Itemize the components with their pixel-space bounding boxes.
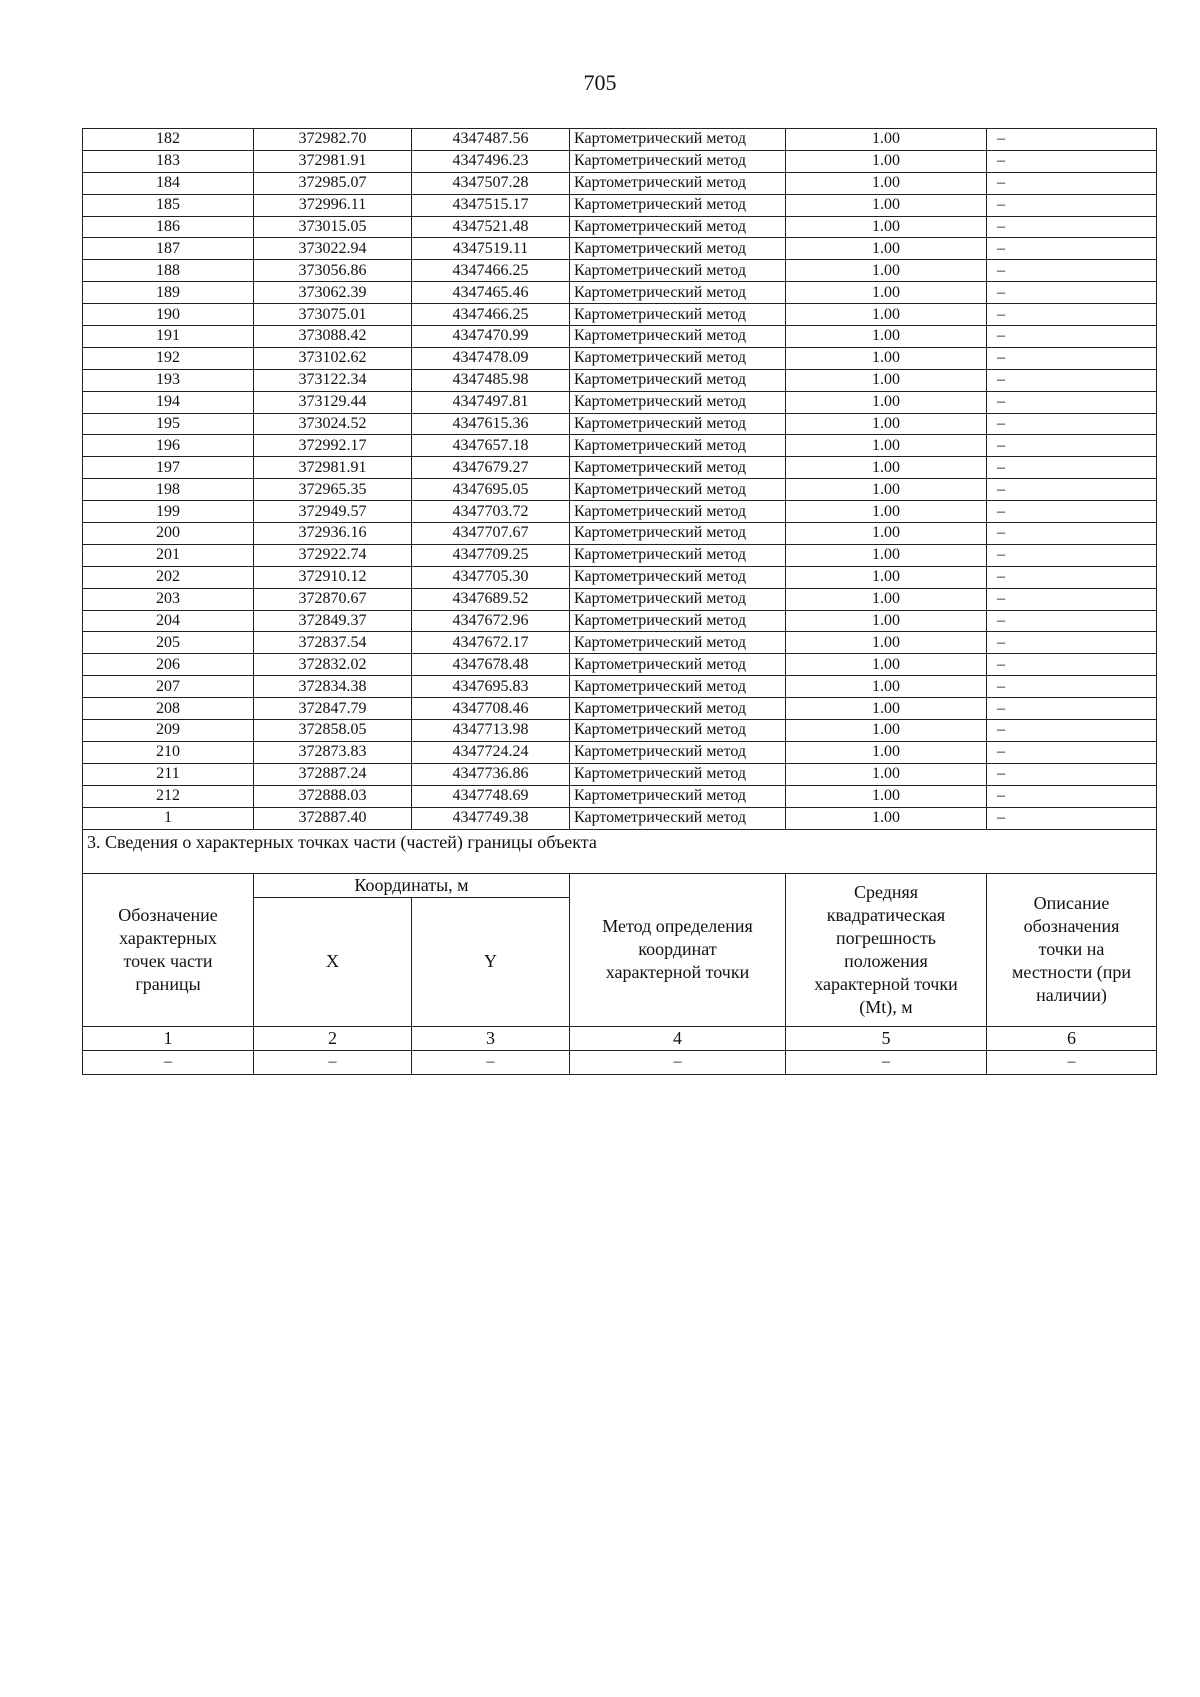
point-number-cell: 203	[83, 588, 254, 610]
description-cell: –	[987, 720, 1157, 742]
table-row	[83, 326, 1157, 348]
x-coordinate-cell: 373122.34	[254, 369, 412, 391]
method-cell: Картометрический метод	[570, 807, 786, 829]
table-row	[83, 150, 1157, 172]
description-cell: –	[987, 326, 1157, 348]
y-coordinate-cell: 4347708.46	[412, 698, 570, 720]
table-row	[83, 785, 1157, 807]
y-coordinate-cell: 4347465.46	[412, 282, 570, 304]
column-number: 3	[412, 1026, 570, 1050]
y-coordinate-cell: 4347736.86	[412, 763, 570, 785]
method-cell: Картометрический метод	[570, 479, 786, 501]
x-coordinate-cell: 373062.39	[254, 282, 412, 304]
x-coordinate-cell: 372922.74	[254, 544, 412, 566]
error-cell: 1.00	[786, 326, 987, 348]
x-coordinate-cell: 372873.83	[254, 741, 412, 763]
description-cell: –	[987, 194, 1157, 216]
y-coordinate-cell: 4347713.98	[412, 720, 570, 742]
table-row	[83, 523, 1157, 545]
x-coordinate-cell: 372858.05	[254, 720, 412, 742]
y-coordinate-cell: 4347678.48	[412, 654, 570, 676]
x-coordinate-cell: 372834.38	[254, 676, 412, 698]
empty-cell: –	[987, 1050, 1157, 1074]
header-x: X	[254, 897, 412, 1026]
error-cell: 1.00	[786, 720, 987, 742]
point-number-cell: 187	[83, 238, 254, 260]
table-row	[83, 391, 1157, 413]
x-coordinate-cell: 372887.24	[254, 763, 412, 785]
header-line: Обозначение	[118, 904, 218, 925]
header-line: точек части	[123, 950, 213, 971]
header-line: местности (при	[1011, 962, 1131, 982]
error-cell: 1.00	[786, 457, 987, 479]
table-row	[83, 304, 1157, 326]
x-coordinate-cell: 373102.62	[254, 347, 412, 369]
description-cell: –	[987, 479, 1157, 501]
y-coordinate-cell: 4347497.81	[412, 391, 570, 413]
description-cell: –	[987, 676, 1157, 698]
error-cell: 1.00	[786, 260, 987, 282]
point-number-cell: 210	[83, 741, 254, 763]
y-coordinate-cell: 4347507.28	[412, 172, 570, 194]
table-row	[83, 479, 1157, 501]
y-coordinate-cell: 4347695.05	[412, 479, 570, 501]
description-cell: –	[987, 435, 1157, 457]
method-cell: Картометрический метод	[570, 260, 786, 282]
point-number-cell: 202	[83, 566, 254, 588]
column-number: 4	[570, 1026, 786, 1050]
y-coordinate-cell: 4347672.17	[412, 632, 570, 654]
header-line: Описание	[1033, 893, 1110, 913]
y-coordinate-cell: 4347672.96	[412, 610, 570, 632]
column-number: 1	[83, 1026, 254, 1050]
empty-cell: –	[786, 1050, 987, 1074]
error-cell: 1.00	[786, 129, 987, 151]
method-cell: Картометрический метод	[570, 501, 786, 523]
y-coordinate-cell: 4347749.38	[412, 807, 570, 829]
x-coordinate-cell: 373075.01	[254, 304, 412, 326]
table-row	[83, 544, 1157, 566]
y-coordinate-cell: 4347521.48	[412, 216, 570, 238]
point-number-cell: 182	[83, 129, 254, 151]
table-row	[83, 588, 1157, 610]
point-number-cell: 185	[83, 194, 254, 216]
error-cell: 1.00	[786, 435, 987, 457]
y-coordinate-cell: 4347689.52	[412, 588, 570, 610]
page-number: 705	[583, 70, 617, 95]
header-description	[987, 873, 1157, 1026]
description-cell: –	[987, 588, 1157, 610]
x-coordinate-cell: 372965.35	[254, 479, 412, 501]
y-coordinate-cell: 4347466.25	[412, 304, 570, 326]
point-number-cell: 199	[83, 501, 254, 523]
x-coordinate-cell: 372870.67	[254, 588, 412, 610]
error-cell: 1.00	[786, 741, 987, 763]
point-number-cell: 204	[83, 610, 254, 632]
table-row	[83, 698, 1157, 720]
point-number-cell: 188	[83, 260, 254, 282]
point-number-cell: 189	[83, 282, 254, 304]
method-cell: Картометрический метод	[570, 435, 786, 457]
x-coordinate-cell: 372982.70	[254, 129, 412, 151]
error-cell: 1.00	[786, 763, 987, 785]
point-number-cell: 192	[83, 347, 254, 369]
y-coordinate-cell: 4347695.83	[412, 676, 570, 698]
table-row	[83, 194, 1157, 216]
x-coordinate-cell: 372992.17	[254, 435, 412, 457]
table-row	[83, 260, 1157, 282]
x-coordinate-cell: 372936.16	[254, 523, 412, 545]
method-cell: Картометрический метод	[570, 632, 786, 654]
table-row	[83, 676, 1157, 698]
point-number-cell: 211	[83, 763, 254, 785]
x-coordinate-cell: 372949.57	[254, 501, 412, 523]
empty-cell: –	[254, 1050, 412, 1074]
error-cell: 1.00	[786, 588, 987, 610]
x-coordinate-cell: 373088.42	[254, 326, 412, 348]
header-line: (Mt), м	[859, 996, 913, 1017]
table-row	[83, 238, 1157, 260]
y-coordinate-cell: 4347515.17	[412, 194, 570, 216]
column-number: 5	[786, 1026, 987, 1050]
table-row	[83, 763, 1157, 785]
table-row	[83, 172, 1157, 194]
x-coordinate-cell: 372981.91	[254, 150, 412, 172]
error-cell: 1.00	[786, 304, 987, 326]
method-cell: Картометрический метод	[570, 654, 786, 676]
header-line: Метод определения	[602, 916, 753, 936]
y-coordinate-cell: 4347615.36	[412, 413, 570, 435]
point-number-cell: 200	[83, 523, 254, 545]
point-number-cell: 201	[83, 544, 254, 566]
y-coordinate-cell: 4347657.18	[412, 435, 570, 457]
x-coordinate-cell: 373129.44	[254, 391, 412, 413]
y-coordinate-cell: 4347519.11	[412, 238, 570, 260]
table-row	[83, 566, 1157, 588]
error-cell: 1.00	[786, 282, 987, 304]
x-coordinate-cell: 372985.07	[254, 172, 412, 194]
error-cell: 1.00	[786, 369, 987, 391]
description-cell: –	[987, 523, 1157, 545]
description-cell: –	[987, 150, 1157, 172]
method-cell: Картометрический метод	[570, 369, 786, 391]
method-cell: Картометрический метод	[570, 763, 786, 785]
point-number-cell: 195	[83, 413, 254, 435]
point-number-cell: 184	[83, 172, 254, 194]
header-line: наличии)	[1036, 985, 1107, 1005]
table-row	[83, 610, 1157, 632]
table-row	[83, 501, 1157, 523]
description-cell: –	[987, 369, 1157, 391]
table-row	[83, 741, 1157, 763]
header-line: координат	[638, 939, 717, 959]
coordinate-rows	[83, 129, 1157, 830]
point-number-cell: 196	[83, 435, 254, 457]
description-cell: –	[987, 741, 1157, 763]
method-cell: Картометрический метод	[570, 610, 786, 632]
x-coordinate-cell: 372888.03	[254, 785, 412, 807]
method-cell: Картометрический метод	[570, 698, 786, 720]
error-cell: 1.00	[786, 172, 987, 194]
description-cell: –	[987, 282, 1157, 304]
error-cell: 1.00	[786, 566, 987, 588]
x-coordinate-cell: 373015.05	[254, 216, 412, 238]
method-cell: Картометрический метод	[570, 566, 786, 588]
x-coordinate-cell: 372849.37	[254, 610, 412, 632]
y-coordinate-cell: 4347485.98	[412, 369, 570, 391]
x-coordinate-cell: 373024.52	[254, 413, 412, 435]
x-coordinate-cell: 373056.86	[254, 260, 412, 282]
x-coordinate-cell: 372910.12	[254, 566, 412, 588]
section-3-title: 3. Сведения о характерных точках части (частей) границы объекта	[83, 829, 1157, 873]
description-cell: –	[987, 413, 1157, 435]
method-cell: Картометрический метод	[570, 304, 786, 326]
method-cell: Картометрический метод	[570, 720, 786, 742]
table-row	[83, 457, 1157, 479]
table-row	[83, 632, 1157, 654]
header-line: обозначения	[1023, 916, 1120, 936]
method-cell: Картометрический метод	[570, 588, 786, 610]
point-number-cell: 197	[83, 457, 254, 479]
table-row	[83, 720, 1157, 742]
x-coordinate-cell: 372837.54	[254, 632, 412, 654]
description-cell: –	[987, 129, 1157, 151]
table-row	[83, 347, 1157, 369]
error-cell: 1.00	[786, 544, 987, 566]
description-cell: –	[987, 172, 1157, 194]
point-number-cell: 190	[83, 304, 254, 326]
description-cell: –	[987, 807, 1157, 829]
method-cell: Картометрический метод	[570, 326, 786, 348]
error-cell: 1.00	[786, 654, 987, 676]
y-coordinate-cell: 4347705.30	[412, 566, 570, 588]
error-cell: 1.00	[786, 698, 987, 720]
description-cell: –	[987, 260, 1157, 282]
y-coordinate-cell: 4347679.27	[412, 457, 570, 479]
description-cell: –	[987, 610, 1157, 632]
header-line: квадратическая	[826, 904, 946, 925]
error-cell: 1.00	[786, 676, 987, 698]
method-cell: Картометрический метод	[570, 282, 786, 304]
error-cell: 1.00	[786, 216, 987, 238]
point-number-cell: 194	[83, 391, 254, 413]
description-cell: –	[987, 304, 1157, 326]
y-coordinate-cell: 4347470.99	[412, 326, 570, 348]
point-number-cell: 212	[83, 785, 254, 807]
method-cell: Картометрический метод	[570, 413, 786, 435]
empty-cell: –	[412, 1050, 570, 1074]
column-number: 2	[254, 1026, 412, 1050]
method-cell: Картометрический метод	[570, 129, 786, 151]
description-cell: –	[987, 698, 1157, 720]
description-cell: –	[987, 566, 1157, 588]
table-row	[83, 369, 1157, 391]
column-number: 6	[987, 1026, 1157, 1050]
header-y: Y	[412, 897, 570, 1026]
section-3	[83, 829, 1157, 1074]
description-cell: –	[987, 544, 1157, 566]
empty-cell: –	[83, 1050, 254, 1074]
x-coordinate-cell: 372887.40	[254, 807, 412, 829]
boundary-points-table	[82, 128, 1157, 1075]
header-line: погрешность	[835, 927, 936, 948]
method-cell: Картометрический метод	[570, 391, 786, 413]
error-cell: 1.00	[786, 807, 987, 829]
x-coordinate-cell: 372996.11	[254, 194, 412, 216]
x-coordinate-cell: 372981.91	[254, 457, 412, 479]
description-cell: –	[987, 216, 1157, 238]
error-cell: 1.00	[786, 785, 987, 807]
point-number-cell: 186	[83, 216, 254, 238]
method-cell: Картометрический метод	[570, 544, 786, 566]
description-cell: –	[987, 501, 1157, 523]
table-row	[83, 216, 1157, 238]
method-cell: Картометрический метод	[570, 676, 786, 698]
description-cell: –	[987, 632, 1157, 654]
point-number-cell: 191	[83, 326, 254, 348]
header-line: Средняя	[853, 881, 919, 902]
point-number-cell: 208	[83, 698, 254, 720]
y-coordinate-cell: 4347748.69	[412, 785, 570, 807]
table-row	[83, 654, 1157, 676]
error-cell: 1.00	[786, 150, 987, 172]
header-line: характерной точки	[605, 962, 750, 982]
error-cell: 1.00	[786, 347, 987, 369]
point-number-cell: 209	[83, 720, 254, 742]
point-number-cell: 207	[83, 676, 254, 698]
header-line: границы	[135, 973, 201, 994]
header-coordinates: Координаты, м	[254, 873, 570, 897]
x-coordinate-cell: 372847.79	[254, 698, 412, 720]
error-cell: 1.00	[786, 238, 987, 260]
description-cell: –	[987, 391, 1157, 413]
method-cell: Картометрический метод	[570, 238, 786, 260]
x-coordinate-cell: 373022.94	[254, 238, 412, 260]
description-cell: –	[987, 347, 1157, 369]
point-number-cell: 206	[83, 654, 254, 676]
table-row	[83, 129, 1157, 151]
header-line: точки на	[1038, 939, 1105, 959]
table-row	[83, 435, 1157, 457]
method-cell: Картометрический метод	[570, 523, 786, 545]
y-coordinate-cell: 4347709.25	[412, 544, 570, 566]
header-error	[786, 873, 987, 1026]
error-cell: 1.00	[786, 610, 987, 632]
description-cell: –	[987, 457, 1157, 479]
table-row	[83, 282, 1157, 304]
method-cell: Картометрический метод	[570, 216, 786, 238]
method-cell: Картометрический метод	[570, 457, 786, 479]
description-cell: –	[987, 654, 1157, 676]
table-row	[83, 413, 1157, 435]
y-coordinate-cell: 4347466.25	[412, 260, 570, 282]
point-number-cell: 205	[83, 632, 254, 654]
error-cell: 1.00	[786, 479, 987, 501]
point-number-cell: 183	[83, 150, 254, 172]
header-line: положения	[844, 950, 928, 971]
header-line: характерной точки	[814, 973, 958, 994]
point-number-cell: 193	[83, 369, 254, 391]
header-line: характерных	[119, 927, 217, 948]
error-cell: 1.00	[786, 632, 987, 654]
table-row	[83, 807, 1157, 829]
error-cell: 1.00	[786, 391, 987, 413]
error-cell: 1.00	[786, 413, 987, 435]
method-cell: Картометрический метод	[570, 785, 786, 807]
description-cell: –	[987, 238, 1157, 260]
y-coordinate-cell: 4347487.56	[412, 129, 570, 151]
empty-cell: –	[570, 1050, 786, 1074]
description-cell: –	[987, 785, 1157, 807]
y-coordinate-cell: 4347724.24	[412, 741, 570, 763]
method-cell: Картометрический метод	[570, 194, 786, 216]
y-coordinate-cell: 4347478.09	[412, 347, 570, 369]
y-coordinate-cell: 4347496.23	[412, 150, 570, 172]
y-coordinate-cell: 4347703.72	[412, 501, 570, 523]
x-coordinate-cell: 372832.02	[254, 654, 412, 676]
method-cell: Картометрический метод	[570, 172, 786, 194]
error-cell: 1.00	[786, 501, 987, 523]
error-cell: 1.00	[786, 194, 987, 216]
point-number-cell: 198	[83, 479, 254, 501]
point-number-cell: 1	[83, 807, 254, 829]
description-cell: –	[987, 763, 1157, 785]
header-designation	[83, 873, 254, 1026]
error-cell: 1.00	[786, 523, 987, 545]
header-method	[570, 873, 786, 1026]
method-cell: Картометрический метод	[570, 741, 786, 763]
method-cell: Картометрический метод	[570, 347, 786, 369]
method-cell: Картометрический метод	[570, 150, 786, 172]
y-coordinate-cell: 4347707.67	[412, 523, 570, 545]
